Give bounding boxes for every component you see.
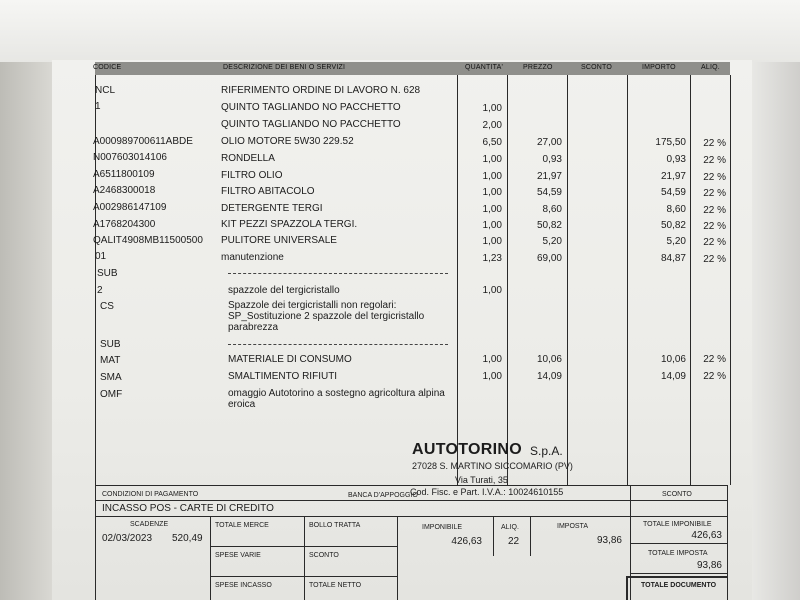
- row-code: NCL: [95, 85, 116, 96]
- row-vat: 22 %: [703, 138, 726, 149]
- row-vat: 22 %: [703, 237, 726, 248]
- row-amount: 8,60: [666, 204, 686, 215]
- grid-line: [630, 573, 727, 574]
- row-code: CS: [100, 301, 114, 312]
- dashed-separator: [228, 344, 448, 345]
- row-description: manutenzione: [221, 252, 284, 263]
- tax-label: IMPOSTA: [557, 523, 588, 530]
- row-vat: 22 %: [703, 188, 726, 199]
- grid-line: [626, 576, 727, 578]
- total-tax-label: TOTALE IMPOSTA: [648, 550, 708, 557]
- row-description: RONDELLA: [221, 153, 275, 164]
- due-dates-label: SCADENZE: [130, 521, 169, 528]
- row-description: OLIO MOTORE 5W30 229.52: [221, 136, 354, 147]
- total-taxable-label: TOTALE IMPONIBILE: [643, 521, 712, 528]
- row-code: A2468300018: [93, 185, 156, 196]
- row-amount: 50,82: [660, 220, 686, 231]
- row-code: SMA: [100, 372, 122, 383]
- grid-line: [493, 516, 494, 556]
- grid-line: [304, 516, 305, 600]
- row-vat: 22 %: [703, 371, 726, 382]
- row-vat: 22 %: [703, 205, 726, 216]
- row-code: 2: [97, 285, 103, 296]
- grid-line: [210, 516, 211, 600]
- sub-marker: SUB: [97, 268, 118, 279]
- row-amount: 84,87: [660, 253, 686, 264]
- row-code: A000989700611ABDE: [93, 136, 193, 147]
- total-taxable-amount: 426,63: [691, 530, 722, 541]
- sub-marker: SUB: [100, 339, 121, 350]
- row-quantity: 1,00: [482, 354, 502, 365]
- row-quantity: 1,00: [482, 236, 502, 247]
- overlapping-paper-top: [0, 0, 800, 62]
- grid-line: [690, 75, 691, 485]
- row-code: 01: [95, 251, 107, 262]
- row-code: N007603014106: [93, 152, 167, 163]
- row-price: 54,59: [536, 187, 562, 198]
- row-vat: 22 %: [703, 221, 726, 232]
- grid-line: [95, 485, 727, 486]
- company-legal-form: S.p.A.: [530, 444, 563, 458]
- row-amount: 0,93: [666, 154, 686, 165]
- company-name: AUTOTORINO: [412, 441, 522, 458]
- row-quantity: 1,00: [482, 187, 502, 198]
- due-date: 02/03/2023: [102, 533, 153, 544]
- header-codice: CODICE: [93, 64, 122, 71]
- row-description: PULITORE UNIVERSALE: [221, 235, 337, 246]
- company-address-line: Via Turati, 35: [455, 475, 508, 485]
- header-sconto: SCONTO: [581, 64, 613, 71]
- row-amount: 5,20: [666, 236, 686, 247]
- grid-line: [730, 75, 731, 485]
- row-code: A1768204300: [93, 219, 156, 230]
- row-vat: 22 %: [703, 155, 726, 166]
- row-description-line: parabrezza: [228, 322, 279, 333]
- row-description: MATERIALE DI CONSUMO: [228, 354, 352, 365]
- row-vat: 22 %: [703, 172, 726, 183]
- row-price: 27,00: [536, 137, 562, 148]
- row-quantity: 1,00: [482, 371, 502, 382]
- grid-line: [567, 75, 568, 485]
- row-code: MAT: [100, 355, 121, 366]
- bank-label: BANCA D'APPOGGIO: [348, 492, 418, 499]
- row-quantity: 1,23: [482, 253, 502, 264]
- grid-line: [727, 485, 728, 600]
- column-header-bar: [95, 62, 730, 75]
- background-surface-right: [750, 62, 800, 600]
- vat-rate-label: ALIQ.: [501, 524, 519, 531]
- row-code: QALIT4908MB11500500: [93, 235, 203, 246]
- row-quantity: 2,00: [482, 120, 502, 131]
- row-description: spazzole del tergicristallo: [228, 285, 340, 296]
- row-price: 0,93: [542, 154, 562, 165]
- row-description-line: eroica: [228, 399, 256, 410]
- row-price: 50,82: [536, 220, 562, 231]
- header-prezzo: PREZZO: [523, 64, 553, 71]
- company-vat-number: Cod. Fisc. e Part. I.V.A.: 10024610155: [410, 487, 564, 497]
- row-amount: 21,97: [660, 171, 686, 182]
- header-importo: IMPORTO: [642, 64, 676, 71]
- row-description: QUINTO TAGLIANDO NO PACCHETTO: [221, 102, 401, 113]
- row-code: OMF: [100, 389, 123, 400]
- row-description: KIT PEZZI SPAZZOLA TERGI.: [221, 219, 358, 230]
- dashed-separator: [228, 273, 448, 274]
- total-goods-label: TOTALE MERCE: [215, 522, 269, 529]
- grid-line: [530, 516, 531, 556]
- payment-conditions-label: CONDIZIONI DI PAGAMENTO: [102, 491, 199, 498]
- document-total-label: TOTALE DOCUMENTO: [641, 582, 717, 589]
- tax-amount: 93,86: [596, 535, 622, 546]
- row-description: RIFERIMENTO ORDINE DI LAVORO N. 628: [221, 85, 421, 96]
- row-description-line: omaggio Autotorino a sostegno agricoltura alpina: [228, 388, 445, 399]
- row-quantity: 1,00: [482, 285, 502, 296]
- row-description-line: SP_Sostituzione 2 spazzole del tergicristallo: [228, 311, 425, 322]
- row-vat: 22 %: [703, 354, 726, 365]
- row-amount: 175,50: [655, 137, 686, 148]
- row-amount: 54,59: [660, 187, 686, 198]
- row-amount: 10,06: [660, 354, 686, 365]
- grid-line: [95, 516, 727, 517]
- row-quantity: 1,00: [482, 154, 502, 165]
- row-code: A002986147109: [93, 202, 167, 213]
- background-surface-left: [0, 62, 52, 600]
- due-amount: 520,49: [172, 533, 203, 544]
- row-description-line: Spazzole dei tergicristalli non regolari:: [228, 300, 397, 311]
- grid-line: [630, 543, 727, 544]
- header-quantita: QUANTITA': [465, 64, 504, 71]
- total-tax-amount: 93,86: [696, 560, 722, 571]
- row-amount: 14,09: [660, 371, 686, 382]
- row-description: FILTRO ABITACOLO: [221, 186, 315, 197]
- header-aliq: ALIQ.: [701, 64, 720, 71]
- row-quantity: 1,00: [482, 103, 502, 114]
- row-description: FILTRO OLIO: [221, 170, 283, 181]
- collection-expenses-label: SPESE INCASSO: [215, 582, 272, 589]
- discount-label: SCONTO: [662, 491, 692, 498]
- row-description: SMALTIMENTO RIFIUTI: [228, 371, 338, 382]
- company-address-line: 27028 S. MARTINO SICCOMARIO (PV): [412, 461, 573, 471]
- taxable-label: IMPONIBILE: [422, 524, 463, 531]
- footer-discount-label: SCONTO: [309, 552, 339, 559]
- row-quantity: 1,00: [482, 204, 502, 215]
- row-quantity: 6,50: [482, 137, 502, 148]
- row-quantity: 1,00: [482, 220, 502, 231]
- vat-rate: 22: [508, 536, 520, 547]
- grid-line: [626, 576, 628, 600]
- row-description: QUINTO TAGLIANDO NO PACCHETTO: [221, 119, 401, 130]
- row-price: 69,00: [536, 253, 562, 264]
- row-price: 21,97: [536, 171, 562, 182]
- row-price: 5,20: [542, 236, 562, 247]
- row-price: 10,06: [536, 354, 562, 365]
- row-vat: 22 %: [703, 254, 726, 265]
- grid-line: [95, 485, 96, 600]
- row-code: 1: [95, 101, 101, 112]
- row-description: DETERGENTE TERGI: [221, 203, 323, 214]
- grid-line: [397, 516, 398, 600]
- payment-method: INCASSO POS - CARTE DI CREDITO: [102, 503, 274, 514]
- other-expenses-label: SPESE VARIE: [215, 552, 261, 559]
- row-quantity: 1,00: [482, 171, 502, 182]
- row-code: A6511800109: [93, 169, 155, 180]
- row-price: 8,60: [542, 204, 562, 215]
- net-total-label: TOTALE NETTO: [309, 582, 362, 589]
- stamp-duty-label: BOLLO TRATTA: [309, 522, 361, 529]
- taxable-amount: 426,63: [451, 536, 482, 547]
- grid-line: [630, 485, 631, 600]
- header-descrizione: DESCRIZIONE DEI BENI O SERVIZI: [223, 64, 346, 71]
- row-price: 14,09: [536, 371, 562, 382]
